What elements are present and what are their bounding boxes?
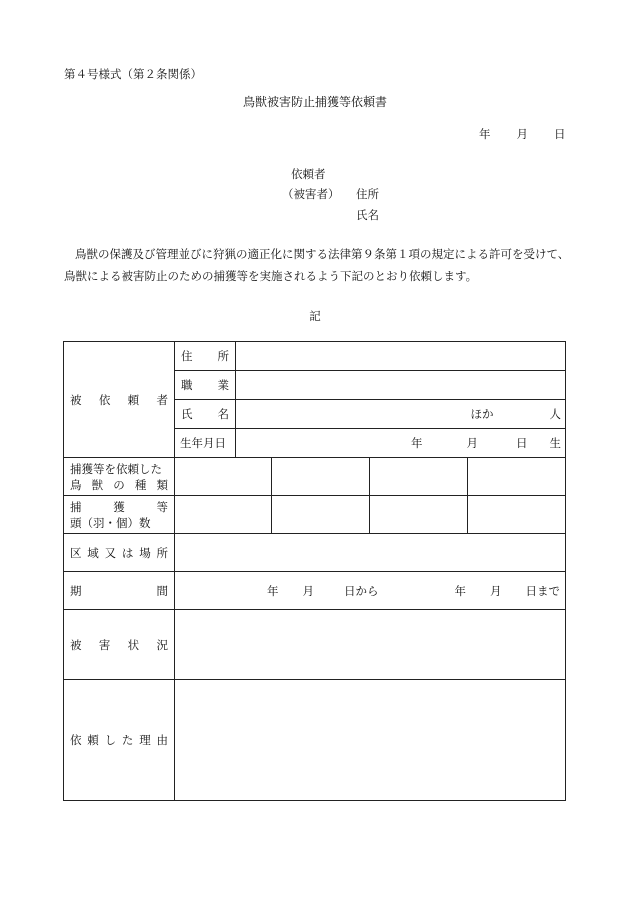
species-label-cell: 捕獲等を依頼した 鳥 獣 の 種 類 (64, 458, 175, 496)
body-text: 鳥獣の保護及び管理並びに狩猟の適正化に関する法律第９条第１項の規定による許可を受けて、鳥獣による被害防止のための捕獲等を実施されるよう下記のとおり依頼します。 (64, 247, 570, 283)
form-number: 第４号様式（第２条関係） (64, 67, 202, 81)
occupation-label-cell: 職 業 (175, 371, 236, 400)
count-field-2[interactable] (272, 496, 370, 534)
requestee-label-cell: 被 依 頼 者 (64, 342, 175, 458)
persons-label: 人 (549, 407, 561, 421)
period-field[interactable]: 年 月 日から 年 月 日まで (175, 572, 566, 610)
species-field-3[interactable] (370, 458, 468, 496)
requester-address-label: 住所 (356, 187, 379, 201)
reason-label-cell: 依 頼 し た 理 由 (64, 680, 175, 801)
species-field-4[interactable] (468, 458, 566, 496)
birthdate-field[interactable]: 年 月 日 生 (236, 429, 566, 458)
name-field[interactable] (236, 400, 566, 429)
reason-field[interactable] (175, 680, 566, 801)
count-field-4[interactable] (468, 496, 566, 534)
species-field-1[interactable] (175, 458, 272, 496)
victim-label: （被害者） (282, 187, 340, 201)
species-field-2[interactable] (272, 458, 370, 496)
damage-field[interactable] (175, 610, 566, 680)
date-month: 月 (516, 127, 528, 141)
requester-label: 依頼者 (291, 167, 326, 181)
count-label-cell: 捕 獲 等 頭（羽・個）数 (64, 496, 175, 534)
date-year: 年 (479, 127, 491, 141)
date-line (479, 126, 566, 142)
count-field-1[interactable] (175, 496, 272, 534)
requester-name-label: 氏名 (356, 208, 379, 222)
damage-label-cell: 被 害 状 況 (64, 610, 175, 680)
period-label-cell: 期 間 (64, 572, 175, 610)
address-field[interactable] (236, 342, 566, 371)
occupation-field[interactable] (236, 371, 566, 400)
address-label-cell: 住 所 (175, 342, 236, 371)
page-title: 鳥獣被害防止捕獲等依頼書 (242, 95, 387, 109)
ki-label: 記 (309, 309, 321, 323)
request-form-table (63, 341, 566, 801)
date-day: 日 (554, 127, 566, 141)
name-label-cell: 氏 名 (175, 400, 236, 429)
count-field-3[interactable] (370, 496, 468, 534)
area-field[interactable] (175, 534, 566, 572)
birthdate-label-cell: 生年月日 (175, 429, 236, 458)
others-label: ほか (470, 407, 494, 421)
area-label-cell: 区 域 又 は 場 所 (64, 534, 175, 572)
